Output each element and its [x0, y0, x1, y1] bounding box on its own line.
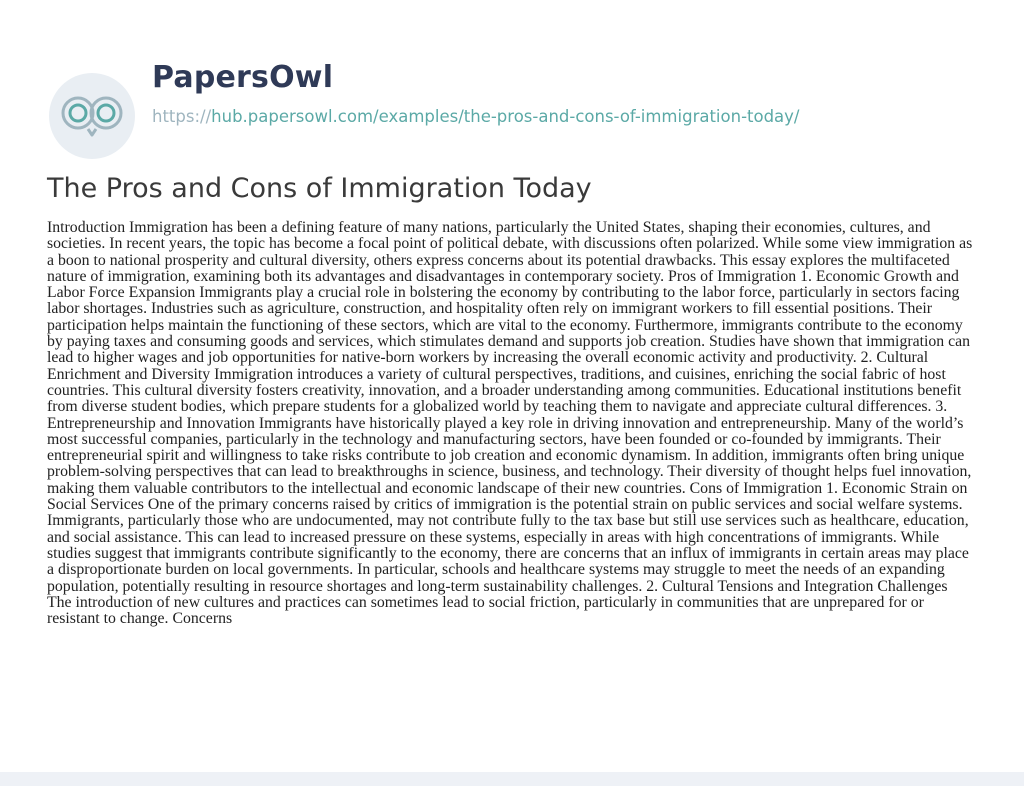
- site-header: [0, 0, 1024, 160]
- essay-body: Introduction Immigration has been a defining feature of many nations, particularly the United States, shaping their economies, cultures, and societies. In recent years, the topic has become a focal point of political debate, with discussions often polarized. While some view immigration as a boon to national prosperity and cultural diversity, others express concerns about its potential drawbacks. This essay explores the multifaceted nature of immigration, examining both its advantages and disadvantages in contemporary society. Pros of Immigration 1. Economic Growth and Labor Force Expansion Immigrants play a crucial role in bolstering the economy by contributing to the labor force, particularly in sectors facing labor shortages. Industries such as agriculture, construction, and hospitality often rely on immigrant workers to fill essential positions. Their participation helps maintain the functioning of these sectors, which are vital to the economy. Furthermore, immigrants contribute to the economy by paying taxes and consuming goods and services, which stimulates demand and supports job creation. Studies have shown that immigration can lead to higher wages and job opportunities for native-born workers by increasing the overall economic activity and productivity. 2. Cultural Enrichment and Diversity Immigration introduces a variety of cultural perspectives, traditions, and cuisines, enriching the social fabric of host countries. This cultural diversity fosters creativity, innovation, and a broader understanding among communities. Educational institutions benefit from diverse student bodies, which prepare students for a globalized world by teaching them to navigate and appreciate cultural differences. 3. Entrepreneurship and Innovation Immigrants have historically played a key role in driving innovation and entrepreneurship. Many of the world’s most successful companies, particularly in the technology and manufacturing sectors, have been founded or co-founded by immigrants. Their entrepreneurial spirit and willingness to take risks contribute to job creation and economic dynamism. In addition, immigrants often bring unique problem-solving perspectives that can lead to breakthroughs in science, business, and technology. Their diversity of thought helps fuel innovation, making them valuable contributors to the intellectual and economic landscape of their new countries. Cons of Immigration 1. Economic Strain on Social Services One of the primary concerns raised by critics of immigration is the potential strain on public services and social welfare systems. Immigrants, particularly those who are undocumented, may not contribute fully to the tax base but still use services such as healthcare, education, and social assistance. This can lead to increased pressure on these systems, especially in areas with high concentrations of immigrants. While studies suggest that immigrants contribute significantly to the economy, there are concerns that an influx of immigrants in certain areas may place a disproportionate burden on local governments. In particular, schools and healthcare systems may struggle to meet the needs of an expanding population, potentially resulting in resource shortages and long-term sustainability challenges. 2. Cultural Tensions and Integration Challenges The introduction of new cultures and practices can sometimes lead to social friction, particularly in communities that are unprepared for or resistant to change. Concerns: [47, 219, 973, 628]
- url-path: hub.papersowl.com/examples/the-pros-and-cons-of-immigration-today/: [211, 107, 800, 126]
- owl-logo-icon[interactable]: [47, 71, 137, 161]
- footer-band: [0, 772, 1024, 786]
- url-scheme: https://: [152, 107, 212, 126]
- source-url[interactable]: [152, 106, 800, 128]
- brand-name[interactable]: PapersOwl: [152, 60, 334, 95]
- document-title: The Pros and Cons of Immigration Today: [47, 173, 592, 204]
